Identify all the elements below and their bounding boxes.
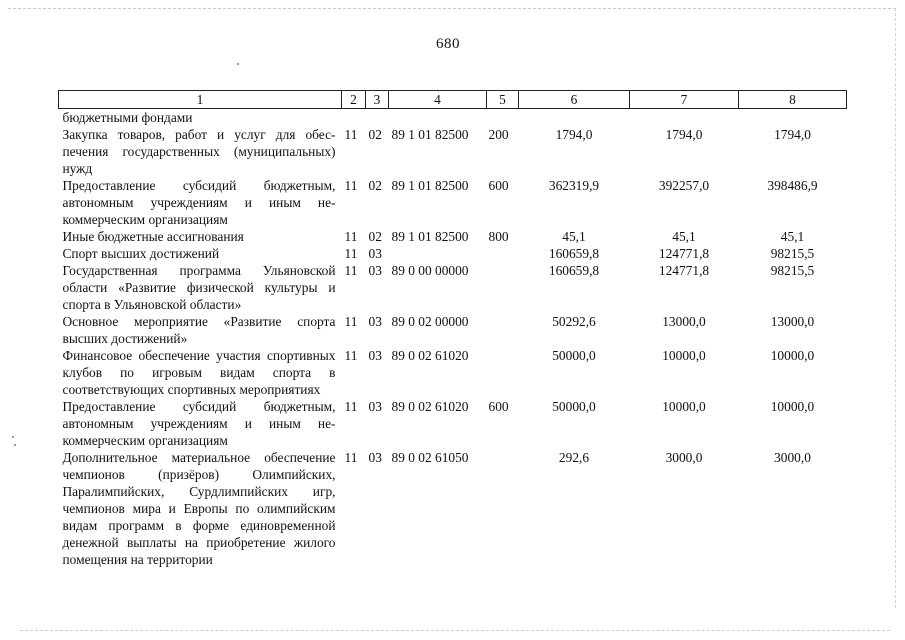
target-article-cell [389, 245, 487, 262]
amount-year1-cell: 160659,8 [548, 263, 600, 278]
table-row [59, 449, 847, 568]
amount-year2-cell [630, 109, 739, 127]
page-number: 680 [436, 36, 460, 52]
amount-year3-cell: 13000,0 [770, 314, 815, 329]
section-code-cell: 11 [344, 450, 358, 465]
amount-year1-cell: 362319,9 [548, 178, 600, 193]
column-header-3: 3 [366, 91, 389, 109]
table-row [59, 398, 847, 449]
amount-year2-cell: 10000,0 [662, 399, 706, 414]
table-row [59, 347, 847, 398]
section-code-cell: 11 [344, 314, 358, 329]
column-header-1: 1 [59, 91, 342, 109]
subsection-code-cell: 03 [368, 314, 382, 329]
target-article-cell: 89 0 02 00000 [391, 314, 469, 329]
item-name-cell: Иные бюджетные ассигнования [62, 229, 244, 244]
scan-speck [12, 436, 14, 438]
amount-year3-cell: 10000,0 [770, 399, 815, 414]
table-row [59, 313, 847, 347]
amount-year2-cell: 13000,0 [662, 314, 706, 329]
amount-year2-cell: 45,1 [672, 229, 696, 244]
expense-type-cell: 600 [488, 399, 509, 414]
item-name-cell: Закупка товаров, работ и услуг для обеспечения государственных (муниципальных) нужд [62, 127, 336, 176]
amount-year3-cell: 10000,0 [770, 348, 815, 363]
table-row [59, 245, 847, 262]
amount-year1-cell: 45,1 [562, 229, 586, 244]
column-header-2: 2 [342, 91, 366, 109]
item-name-cell: Спорт высших достижений [62, 246, 220, 261]
subsection-code-cell: 03 [368, 399, 382, 414]
amount-year1-cell: 50292,6 [552, 314, 596, 329]
target-article-cell: 89 1 01 82500 [391, 229, 469, 244]
expense-type-cell [487, 245, 519, 262]
scan-speck [14, 444, 16, 446]
amount-year1-cell: 50000,0 [552, 348, 596, 363]
amount-year2-cell: 3000,0 [665, 450, 703, 465]
table-body [59, 109, 847, 569]
budget-allocation-table [58, 90, 847, 568]
amount-year2-cell: 1794,0 [665, 127, 703, 142]
target-article-cell [389, 109, 487, 127]
amount-year1-cell: 1794,0 [555, 127, 593, 142]
scan-border-top [8, 8, 896, 9]
item-name-cell: Предоставление субсидий бюджетным, автономным учреждениям и иным некоммерческим организациям [62, 399, 336, 448]
column-header-7: 7 [630, 91, 739, 109]
table-row [59, 228, 847, 245]
section-code-cell: 11 [344, 399, 358, 414]
amount-year1-cell: 50000,0 [552, 399, 596, 414]
item-name-cell: Дополнительное материальное обеспечение чемпионов (призёров) Олимпийских, Паралимпийских, Сурдлимпийских игр, чемпионов мира и Европы по олимпийским видам программ в форме единовременной денежной выплаты на приобретение жилого помещения на территории [62, 450, 336, 567]
section-code-cell: 11 [344, 246, 358, 261]
subsection-code-cell: 02 [368, 127, 382, 142]
expense-type-cell: 200 [488, 127, 509, 142]
section-code-cell: 11 [344, 127, 358, 142]
item-name-cell: Основное мероприятие «Развитие спорта высших достижений» [62, 314, 336, 346]
column-header-6: 6 [519, 91, 630, 109]
expense-type-cell: 600 [488, 178, 509, 193]
amount-year3-cell [739, 109, 847, 127]
scan-speck [237, 63, 239, 65]
target-article-cell: 89 0 02 61020 [391, 399, 469, 414]
amount-year3-cell: 98215,5 [770, 263, 815, 278]
expense-type-cell [487, 313, 519, 347]
item-name-cell: Финансовое обеспечение участия спортивных клубов по игровым видам спорта в соответствующих спортивных мероприятиях [62, 348, 336, 397]
amount-year2-cell: 124771,8 [658, 246, 710, 261]
target-article-cell: 89 1 01 82500 [391, 127, 469, 142]
scan-border-bottom [20, 630, 890, 631]
amount-year3-cell: 98215,5 [770, 246, 815, 261]
amount-year1-cell: 160659,8 [548, 246, 600, 261]
table-row [59, 177, 847, 228]
amount-year3-cell: 3000,0 [774, 450, 811, 465]
section-code-cell [342, 109, 366, 127]
amount-year3-cell: 45,1 [780, 229, 805, 244]
target-article-cell: 89 0 00 00000 [391, 263, 469, 278]
section-code-cell: 11 [344, 178, 358, 193]
subsection-code-cell: 02 [368, 229, 382, 244]
amount-year2-cell: 124771,8 [658, 263, 710, 278]
subsection-code-cell [366, 109, 389, 127]
expense-type-cell [487, 347, 519, 398]
expense-type-cell [487, 109, 519, 127]
table-row [59, 262, 847, 313]
item-name-cell: бюджетными фондами [62, 110, 193, 125]
amount-year1-cell: 292,6 [558, 450, 590, 465]
subsection-code-cell: 03 [368, 246, 382, 261]
target-article-cell: 89 1 01 82500 [391, 178, 469, 193]
expense-type-cell: 800 [488, 229, 509, 244]
target-article-cell: 89 0 02 61020 [391, 348, 469, 363]
subsection-code-cell: 03 [368, 263, 382, 278]
subsection-code-cell: 03 [368, 348, 382, 363]
amount-year2-cell: 10000,0 [662, 348, 706, 363]
column-header-5: 5 [487, 91, 519, 109]
expense-type-cell [487, 262, 519, 313]
column-header-8: 8 [739, 91, 847, 109]
section-code-cell: 11 [344, 348, 358, 363]
amount-year3-cell: 398486,9 [767, 178, 818, 193]
section-code-cell: 11 [344, 229, 358, 244]
subsection-code-cell: 02 [368, 178, 382, 193]
expense-type-cell [487, 449, 519, 568]
subsection-code-cell: 03 [368, 450, 382, 465]
section-code-cell: 11 [344, 263, 358, 278]
column-number-header-row [59, 91, 847, 109]
amount-year2-cell: 392257,0 [658, 178, 710, 193]
table-row [59, 109, 847, 127]
amount-year3-cell: 1794,0 [774, 127, 811, 142]
amount-year1-cell [519, 109, 630, 127]
scan-border-right [895, 8, 896, 608]
item-name-cell: Государственная программа Ульяновской области «Развитие физической культуры и спорта в Ульяновской области» [62, 263, 336, 312]
item-name-cell: Предоставление субсидий бюджетным, автономным учреждениям и иным некоммерческим организациям [62, 178, 336, 227]
table-row [59, 126, 847, 177]
target-article-cell: 89 0 02 61050 [391, 450, 469, 465]
column-header-4: 4 [389, 91, 487, 109]
